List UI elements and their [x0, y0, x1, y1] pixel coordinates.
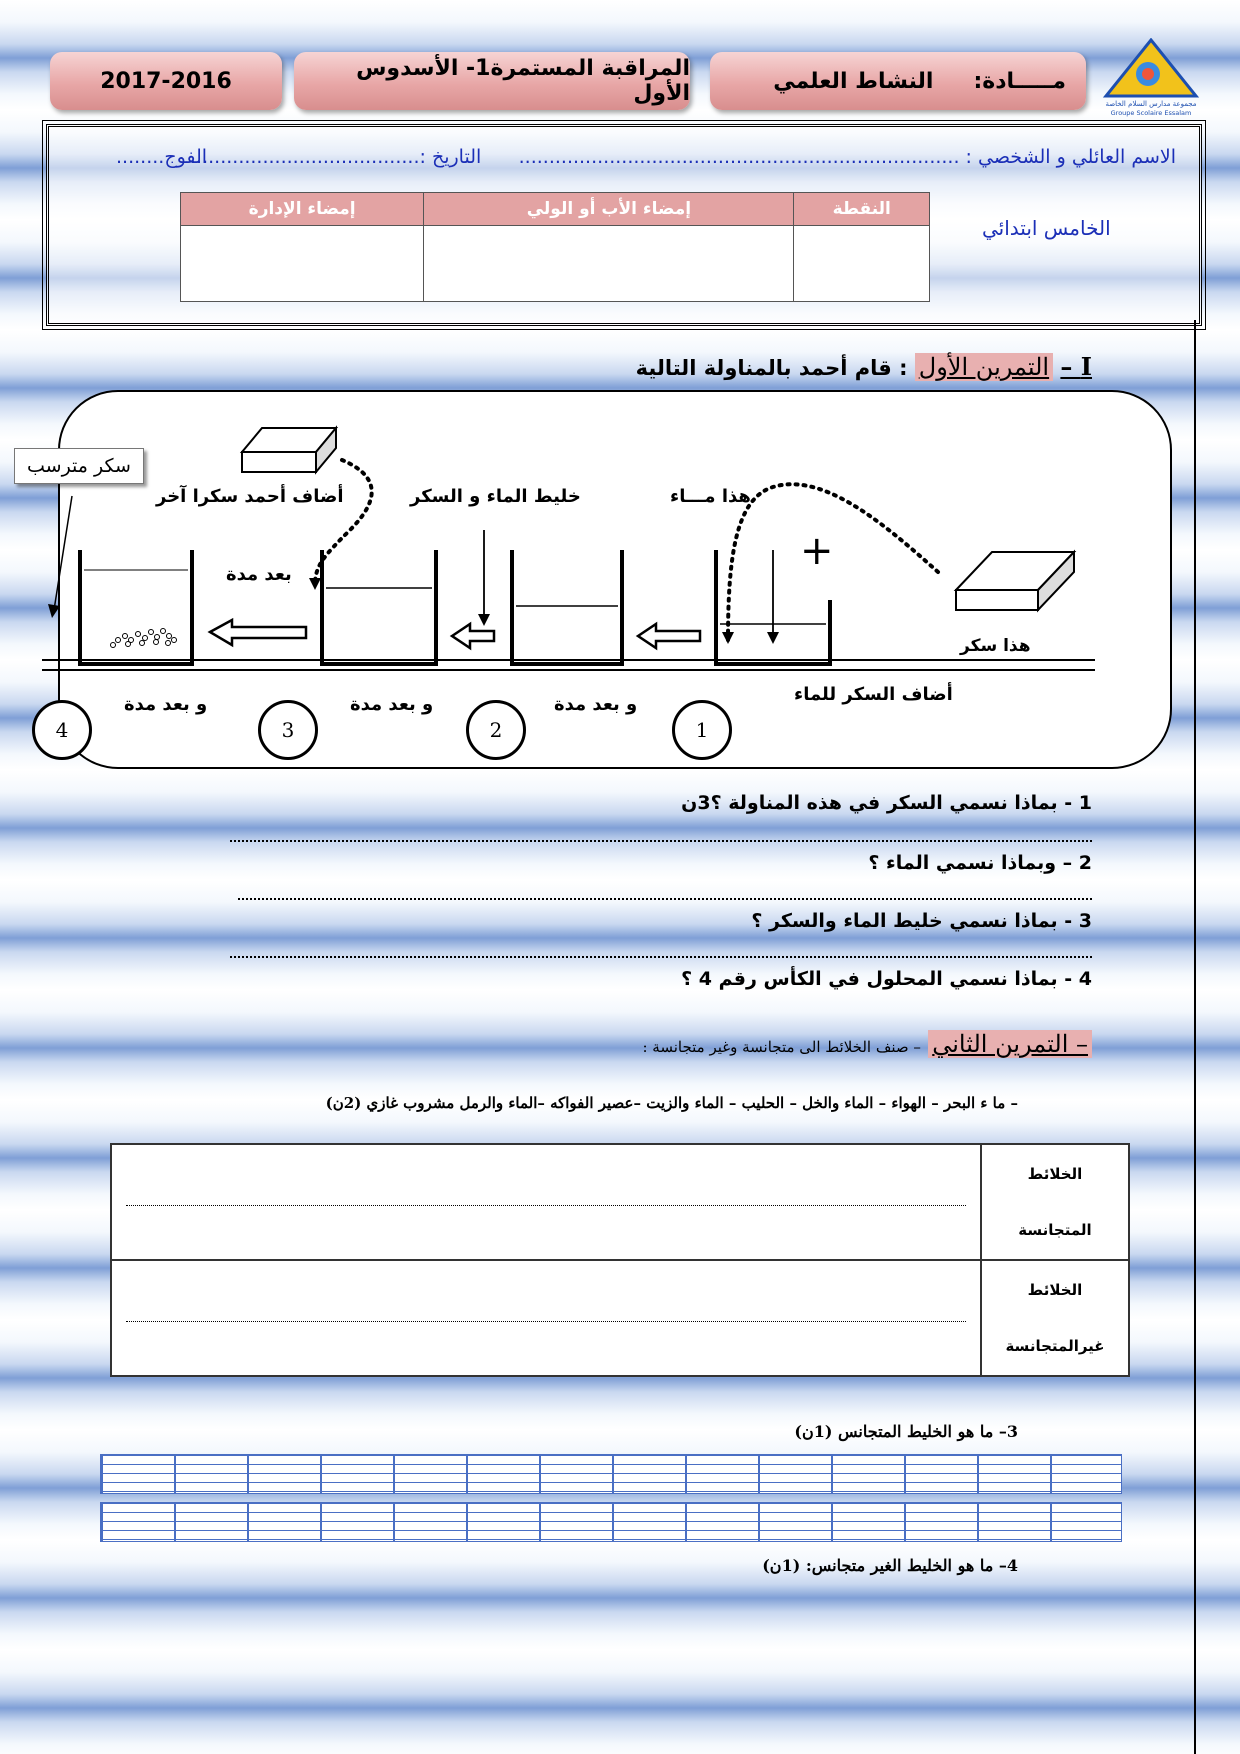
added-more-label: أضاف أحمد سكرا آخر	[156, 486, 344, 507]
glass-2	[512, 550, 622, 664]
answer-line-2[interactable]	[238, 898, 1092, 900]
experiment-drawing	[0, 380, 1240, 780]
school-logo	[1096, 38, 1206, 118]
step-3: 3	[258, 700, 318, 760]
exam-title: المراقبة المستمرة1- الأسدوس الأول	[356, 56, 690, 106]
glass-4	[80, 550, 192, 664]
sugar-box-top	[242, 428, 336, 472]
writing-grid-1[interactable]	[100, 1454, 1122, 1494]
settled-sugar-label: سكر مترسب	[14, 448, 144, 484]
step-2: 2	[466, 700, 526, 760]
date-field[interactable]: التاريخ :......................................	[190, 146, 482, 168]
mixtures-table	[110, 1143, 1130, 1377]
question-1: 1 - بماذا نسمي السكر في هذه المناولة ؟3ن	[681, 792, 1092, 814]
subject-name: النشاط العلمي	[773, 68, 934, 94]
level-label: الخامس ابتدائي	[982, 216, 1111, 240]
and-after-label-2: و بعد مدة	[350, 694, 434, 715]
question-4: 4 - بماذا نسمي المحلول في الكأس رقم 4 ؟	[681, 968, 1092, 990]
exercise2-heading: – التمرين الثاني	[928, 1030, 1092, 1058]
question-homogeneous: 3– ما هو الخليط المتجانس (1ن)	[794, 1422, 1018, 1441]
arrow-3-2	[452, 624, 494, 648]
score-cell-grade[interactable]	[794, 226, 930, 302]
logo-text: مجموعة مدارس السلام الخاصة	[1105, 100, 1197, 108]
mixtures-list: – ما ء البحر – الهواء – الماء والخل – الحليب – الماء والزيت –عصير الفواكه –الماء والرمل مشروب غازي (2ن)	[325, 1094, 1018, 1112]
and-after-label-3: و بعد مدة	[124, 694, 208, 715]
exercise1-title	[636, 352, 1092, 381]
subject-box	[710, 52, 1086, 110]
exercise1-subtitle: : قام أحمد بالمناولة التالية	[635, 356, 908, 380]
arrow-4-3	[210, 620, 306, 645]
after-time-label: بعد مدة	[226, 564, 292, 585]
exercise2-title	[642, 1030, 1092, 1058]
arrow-2-1	[638, 624, 700, 648]
homogeneous-label-2: المتجانسة	[1018, 1221, 1092, 1239]
exercise1-heading: التمرين الأول	[915, 353, 1053, 381]
sugar-box-right	[956, 552, 1074, 610]
homogeneous-label-cell	[981, 1144, 1129, 1260]
subject-label: مـــــادة:	[973, 68, 1066, 94]
heterogeneous-answer-cell[interactable]	[111, 1260, 981, 1376]
exercise1-number: I –	[1060, 352, 1092, 381]
school-year: 2017-2016	[100, 68, 232, 94]
glass-3	[322, 550, 436, 664]
group-field[interactable]: الفوج........	[116, 146, 208, 168]
homogeneous-answer-cell[interactable]	[111, 1144, 981, 1260]
and-after-label-1: و بعد مدة	[554, 694, 638, 715]
question-2: 2 – وبماذا نسمي الماء ؟	[868, 852, 1092, 874]
score-cell-parent[interactable]	[424, 226, 794, 302]
heterogeneous-label-1: الخلائط	[1027, 1281, 1083, 1299]
writing-grid-2[interactable]	[100, 1502, 1122, 1542]
name-field[interactable]: الاسم العائلي و الشخصي : .........................................................................	[518, 146, 1176, 168]
exam-box	[294, 52, 690, 110]
question-heterogeneous: 4– ما هو الخليط الغير متجانس: (1ن)	[762, 1556, 1018, 1575]
year-box	[50, 52, 282, 110]
mixture-label: خليط الماء و السكر	[410, 486, 581, 507]
score-header-admin: إمضاء الإدارة	[181, 193, 424, 226]
homogeneous-label-1: الخلائط	[1027, 1165, 1083, 1183]
heterogeneous-answer-line[interactable]	[126, 1321, 966, 1322]
question-3: 3 - بماذا نسمي خليط الماء والسكر ؟	[751, 910, 1092, 932]
plus-sign: +	[800, 528, 834, 574]
heterogeneous-label-2: غيرالمتجانسة	[1005, 1337, 1105, 1355]
added-sugar-label: أضاف السكر للماء	[794, 684, 953, 705]
answer-line-1[interactable]	[230, 840, 1092, 842]
margin-line	[1194, 320, 1196, 1754]
step-4: 4	[32, 700, 92, 760]
score-cell-admin[interactable]	[181, 226, 424, 302]
score-header-grade: النقطة	[794, 193, 930, 226]
heterogeneous-label-cell	[981, 1260, 1129, 1376]
logo-latin: Groupe Scolaire Essalam	[1110, 109, 1192, 117]
score-header-parent: إمضاء الأب أو الولي	[424, 193, 794, 226]
exercise2-instruction: – صنف الخلائط الى متجانسة وغير متجانسة :	[642, 1038, 921, 1056]
step-1: 1	[672, 700, 732, 760]
answer-line-3[interactable]	[230, 956, 1092, 958]
water-label: هذا مـــاء	[670, 486, 751, 507]
sugar-label: هذا سكر	[960, 636, 1031, 656]
homogeneous-answer-line[interactable]	[126, 1205, 966, 1206]
score-table	[180, 192, 930, 302]
